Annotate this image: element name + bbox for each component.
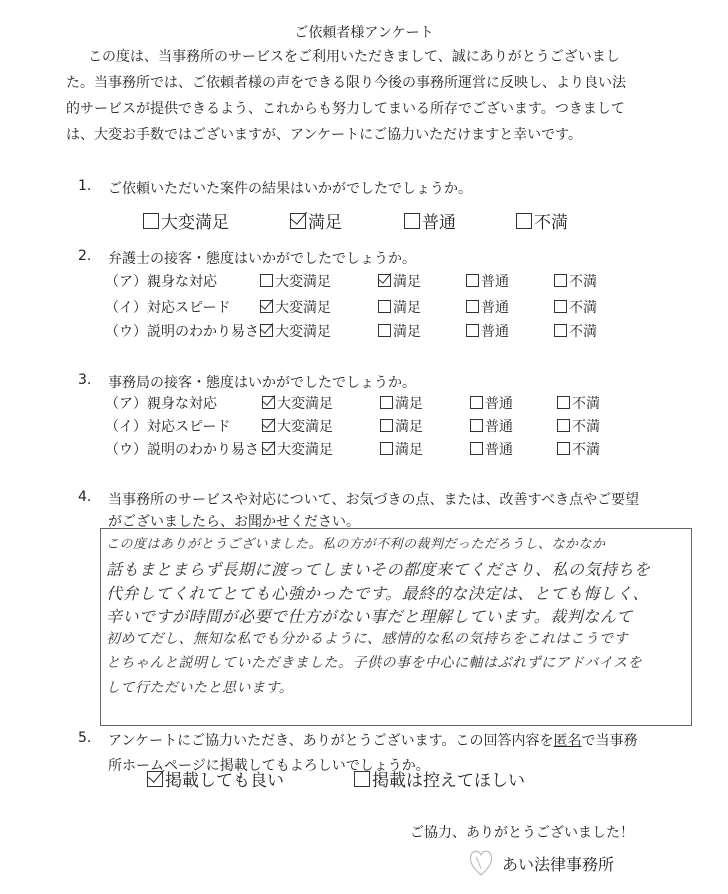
checked-checkbox-icon[interactable] — [260, 324, 273, 337]
q5-option[interactable]: 掲載しても良い — [147, 766, 284, 791]
q2-option[interactable]: 大変満足 — [260, 271, 331, 291]
q3-option[interactable]: 普通 — [470, 439, 513, 459]
checkbox-icon[interactable] — [380, 442, 393, 455]
q2-option[interactable]: 大変満足 — [260, 297, 331, 317]
q3-row-label: （ウ）説明のわかり易さ — [105, 442, 259, 458]
q5-option[interactable]: 掲載は控えてほしい — [354, 766, 525, 791]
checkbox-icon[interactable] — [554, 274, 567, 287]
q1-option[interactable]: 不満 — [516, 208, 568, 233]
checkbox-icon[interactable] — [554, 324, 567, 337]
q2-option[interactable]: 不満 — [554, 271, 597, 291]
q4-question: 当事務所のサービスや対応について、お気づきの点、または、改善すべき点やご要望 — [108, 492, 640, 508]
checkbox-icon[interactable] — [354, 771, 370, 787]
checkbox-icon[interactable] — [557, 419, 570, 432]
handwritten-answer-line: 話もまとまらず長期に渡ってしまいその都度来てくださり、私の気持ちを — [106, 560, 651, 579]
q5-number: 5. — [78, 730, 92, 746]
q3-option[interactable]: 満足 — [380, 439, 423, 459]
thanks-text: ご協力、ありがとうございました！ — [410, 825, 634, 841]
checkbox-icon[interactable] — [143, 213, 159, 229]
checkbox-icon[interactable] — [470, 442, 483, 455]
handwritten-answer-line: とちゃんと説明していただきました。子供の事を中心に軸はぶれずにアドバイスを — [106, 655, 643, 671]
survey-title: ご依頼者様アンケート — [294, 25, 434, 41]
heart-logo-icon — [468, 847, 494, 877]
q2-option[interactable]: 不満 — [554, 297, 597, 317]
q5-question: アンケートにご協力いただき、ありがとうございます。この回答内容を匿名で当事務 — [108, 733, 638, 749]
q3-option[interactable]: 不満 — [557, 393, 600, 413]
q3-row-label: （イ）対応スピード — [105, 419, 231, 435]
q3-number: 3. — [78, 372, 92, 388]
checkbox-icon[interactable] — [554, 300, 567, 313]
handwritten-answer-line: 初めてだし、無知な私でも分かるように、感情的な私の気持ちをこれはこうです — [106, 631, 628, 647]
q2-option[interactable]: 大変満足 — [260, 321, 331, 341]
q2-option[interactable]: 不満 — [554, 321, 597, 341]
anonymous-underlined: 匿名 — [553, 733, 582, 749]
q4-question: がございましたら、お聞かせください。 — [108, 514, 360, 530]
q2-option[interactable]: 満足 — [378, 297, 421, 317]
q1-number: 1. — [78, 178, 92, 194]
intro-line: た。当事務所では、ご依頼者様の声をできる限り今後の事務所運営に反映し、より良い法 — [66, 75, 626, 91]
q3-option[interactable]: 不満 — [557, 416, 600, 436]
q2-question: 弁護士の接客・態度はいかがでしたでしょうか。 — [108, 251, 416, 267]
q3-option[interactable]: 満足 — [380, 393, 423, 413]
q2-row-label: （イ）対応スピード — [105, 300, 231, 316]
q2-option[interactable]: 普通 — [466, 297, 509, 317]
q3-option[interactable]: 大変満足 — [262, 439, 333, 459]
checkbox-icon[interactable] — [404, 213, 420, 229]
checkbox-icon[interactable] — [557, 442, 570, 455]
q3-option[interactable]: 普通 — [470, 393, 513, 413]
q3-row-label: （ア）親身な対応 — [105, 396, 217, 412]
checkbox-icon[interactable] — [466, 324, 479, 337]
checkbox-icon[interactable] — [380, 419, 393, 432]
q3-option[interactable]: 不満 — [557, 439, 600, 459]
checkbox-icon[interactable] — [380, 396, 393, 409]
q2-option[interactable]: 満足 — [378, 271, 421, 291]
checkbox-icon[interactable] — [466, 300, 479, 313]
checked-checkbox-icon[interactable] — [262, 396, 275, 409]
q1-option[interactable]: 普通 — [404, 208, 456, 233]
q1-option[interactable]: 満足 — [290, 208, 342, 233]
checked-checkbox-icon[interactable] — [378, 274, 391, 287]
checkbox-icon[interactable] — [260, 274, 273, 287]
q2-number: 2. — [78, 248, 92, 264]
q2-option[interactable]: 普通 — [466, 321, 509, 341]
intro-line: は、大変お手数ではございますが、アンケートにご協力いただけますと幸いです。 — [66, 127, 583, 143]
checked-checkbox-icon[interactable] — [262, 442, 275, 455]
checked-checkbox-icon[interactable] — [290, 213, 306, 229]
checkbox-icon[interactable] — [378, 300, 391, 313]
q1-option[interactable]: 大変満足 — [143, 208, 229, 233]
q2-option[interactable]: 満足 — [378, 321, 421, 341]
q3-option[interactable]: 満足 — [380, 416, 423, 436]
q2-row-label: （ア）親身な対応 — [105, 274, 217, 290]
checkbox-icon[interactable] — [470, 396, 483, 409]
q2-row-label: （ウ）説明のわかり易さ — [105, 324, 259, 340]
handwritten-answer-line: 代弁してくれてとても心強かったです。最終的な決定は、とても悔しく、 — [106, 584, 649, 603]
intro-line: この度は、当事務所のサービスをご利用いただきまして、誠にありがとうございまし — [88, 49, 620, 65]
q1-question: ご依頼いただいた案件の結果はいかがでしたでしょうか。 — [108, 181, 472, 197]
q2-option[interactable]: 普通 — [466, 271, 509, 291]
q3-option[interactable]: 大変満足 — [262, 393, 333, 413]
q3-question: 事務局の接客・態度はいかがでしたでしょうか。 — [108, 375, 416, 391]
checkbox-icon[interactable] — [378, 324, 391, 337]
q5-question: 所ホームページに掲載してもよろしいでしょうか。 — [108, 758, 430, 774]
firm-name: あい法律事務所 — [502, 855, 615, 874]
checked-checkbox-icon[interactable] — [147, 771, 163, 787]
q3-option[interactable]: 普通 — [470, 416, 513, 436]
handwritten-answer-line: この度はありがとうございました。私の方が不利の裁判だっただろうし、なかなか — [106, 537, 606, 552]
checked-checkbox-icon[interactable] — [260, 300, 273, 313]
q3-option[interactable]: 大変満足 — [262, 416, 333, 436]
checkbox-icon[interactable] — [470, 419, 483, 432]
checkbox-icon[interactable] — [516, 213, 532, 229]
handwritten-answer-line: して行ただいたと思います。 — [106, 680, 294, 696]
checkbox-icon[interactable] — [466, 274, 479, 287]
q4-number: 4. — [78, 489, 92, 505]
intro-line: 的サービスが提供できるよう、これからも努力してまいる所存でございます。つきまして — [66, 101, 625, 117]
checkbox-icon[interactable] — [557, 396, 570, 409]
handwritten-answer-line: 辛いですが時間が必要で仕方がない事だと理解しています。裁判なんて — [106, 607, 633, 626]
checked-checkbox-icon[interactable] — [262, 419, 275, 432]
